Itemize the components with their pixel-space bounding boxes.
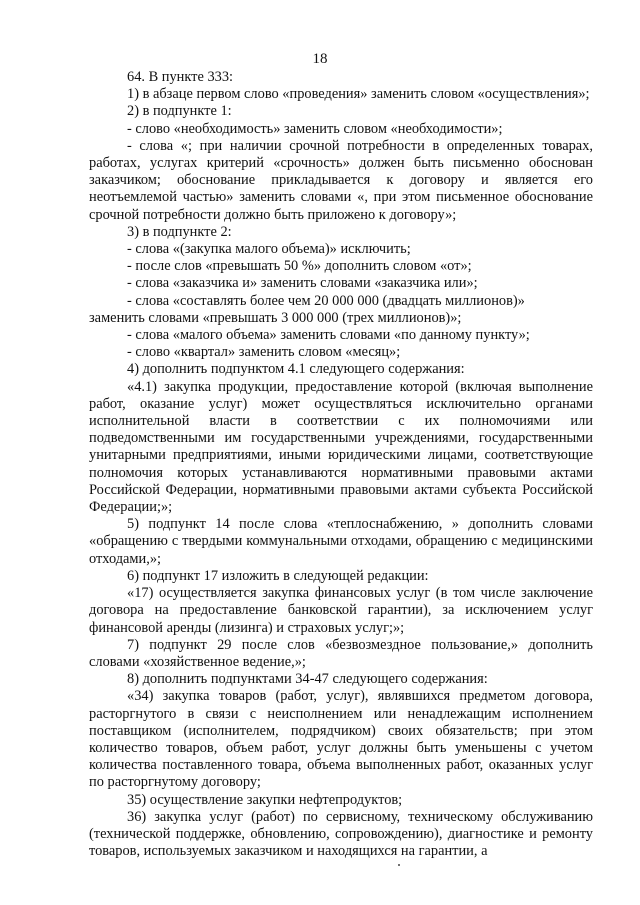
paragraph-dash-customer: - слова «заказчика и» заменить словами «заказчика или»; <box>127 275 478 292</box>
paragraph-quote-4-1: «4.1) закупка продукции, предоставление которой (включая выполнение работ, оказание услуг) может осуществляться исключительно органами исполнительной власти в соответствии с их полномочиями или подведомственными им государственными учреждениями, государственными унитарными предприятиями, иными юридическими лицами, соответствующие полномочия которых устанавливаются нормативными правовыми актами Российской Федерации, нормативными правовыми актами субъекта Российской Федерации;»; <box>89 378 593 516</box>
paragraph-subitem-3: 3) в подпункте 2: <box>127 223 232 240</box>
paragraph-dash-necessity: - слово «необходимость» заменить словом «необходимости»; <box>127 120 503 137</box>
paragraph-item-35: 35) осуществление закупки нефтепродуктов; <box>127 791 403 808</box>
paragraph-quote-34: «34) закупка товаров (работ, услуг), являвшихся предметом договора, расторгнутого в связи с неисполнением или ненадлежащим исполнением поставщиком (исполнителем, подрядчиком) своих обязательств; при этом количество товаров, объем работ, услуг должны быть уменьшены с учетом количества поставленного товара, объема выполненных работ, оказанных услуг по расторгнутому договору; <box>89 688 593 791</box>
paragraph-3-million: заменить словами «превышать 3 000 000 (трех миллионов)»; <box>89 309 462 326</box>
paragraph-item-64-heading: 64. В пункте 333: <box>127 69 234 85</box>
paragraph-dash-this-item: - слова «малого объема» заменить словами «по данному пункту»; <box>127 327 530 344</box>
paragraph-subitem-5: 5) подпункт 14 после слова «теплоснабжению, » дополнить словами «обращению с твердыми коммунальными отходами, обращению с медицинскими отходами,»; <box>89 516 593 567</box>
paragraph-subitem-8: 8) дополнить подпунктами 34-47 следующего содержания: <box>127 671 488 688</box>
paragraph-subitem-6: 6) подпункт 17 изложить в следующей редакции: <box>127 567 429 584</box>
paragraph-item-36: 36) закупка услуг (работ) по сервисному, техническому обслуживанию (технической поддержке, обновлению, сопровождению), диагностике и ремонту товаров, используемых заказчиком и находящихся на гарантии, а <box>89 808 593 860</box>
paragraph-dash-50-percent: - после слов «превышать 50 %» дополнить словом «от»; <box>127 258 472 275</box>
paragraph-dash-small-volume: - слова «(закупка малого объема)» исключить; <box>127 241 411 258</box>
paragraph-quote-17: «17) осуществляется закупка финансовых услуг (в том числе заключение договора на предоставление банковской гарантии), за исключением услуг финансовой аренды (лизинга) и страховых услуг;»; <box>89 585 593 636</box>
paragraph-subitem-4: 4) дополнить подпунктом 4.1 следующего содержания: <box>127 361 465 378</box>
paragraph-subitem-2: 2) в подпункте 1: <box>127 103 232 120</box>
paragraph-subitem-7: 7) подпункт 29 после слов «безвозмездное пользование,» дополнить словами «хозяйственное ведение,»; <box>89 636 593 670</box>
page-number: 18 <box>312 51 328 67</box>
paragraph-dash-20-million: - слова «составлять более чем 20 000 000 (двадцать миллионов)» <box>127 292 525 309</box>
paragraph-subitem-1: 1) в абзаце первом слово «проведения» заменить словом «осуществления»; <box>127 86 590 103</box>
paragraph-dash-month: - слово «квартал» заменить словом «месяц»; <box>127 344 401 361</box>
paragraph-dash-urgency: - слова «; при наличии срочной потребности в определенных товарах, работах, услугах критерий «срочность» должен быть письменно обоснован заказчиком; обоснование прикладывается к договору и является его неотъемлемой частью» заменить словами «, при этом письменное обоснование срочной потребности должно быть приложено к договору»; <box>89 137 593 223</box>
document-body <box>89 69 593 860</box>
scan-speck <box>398 864 400 866</box>
